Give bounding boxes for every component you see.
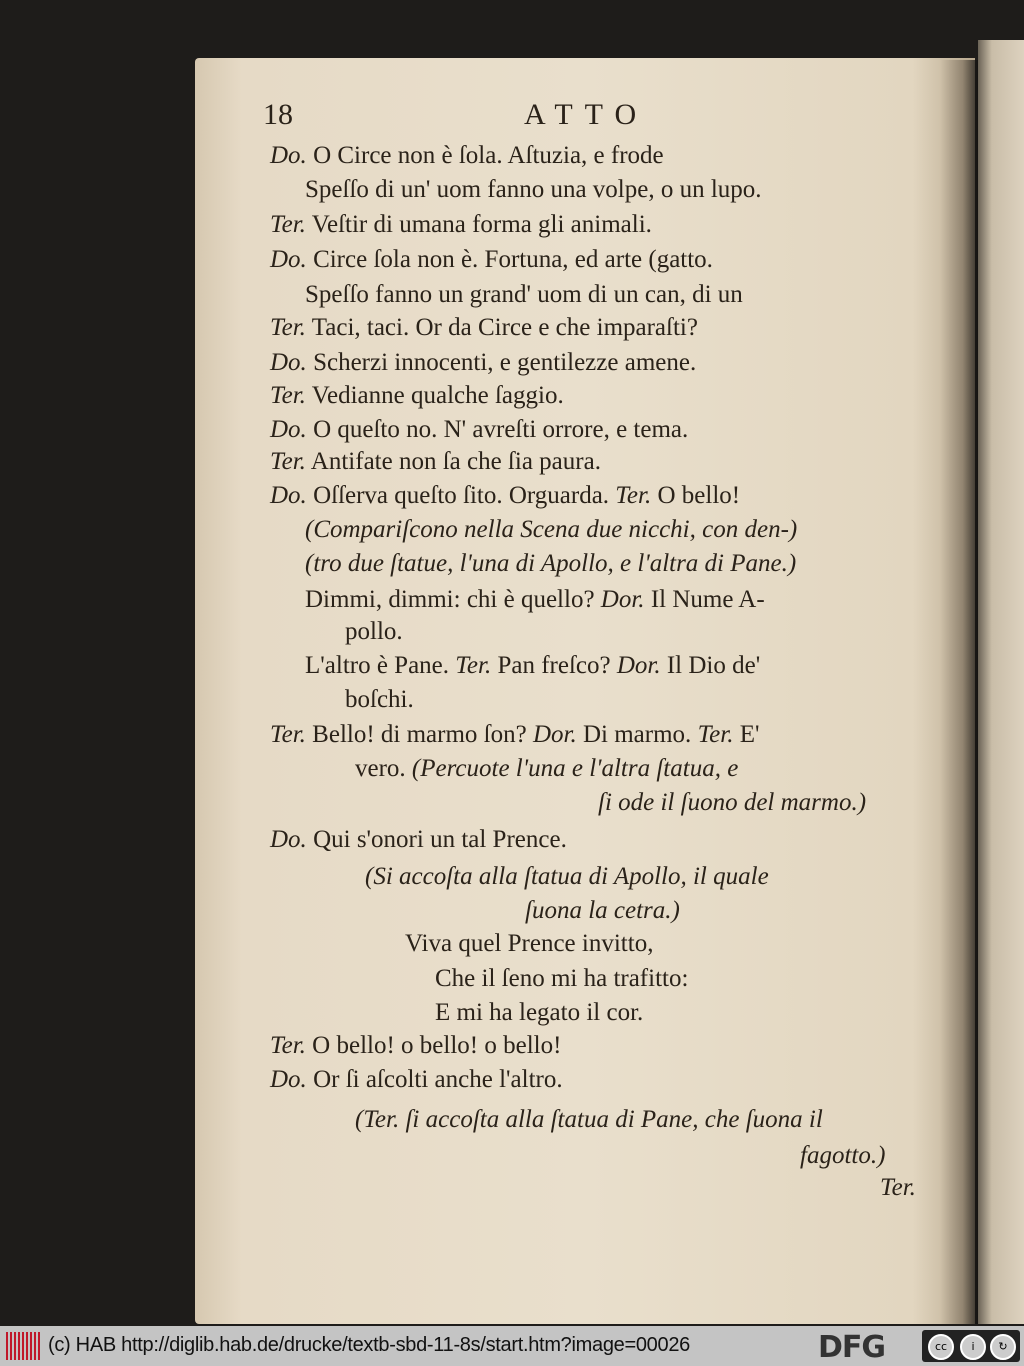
line-text: Taci, taci. Or da Circe e che imparaſti? [305,314,698,341]
line-text: Viva quel Prence invitto, [405,930,654,957]
line-text: Speſſo di un' uom fanno una volpe, o un lupo. [305,176,762,203]
line-text: O queſto no. N' avreſti orrore, e tema. [306,416,689,443]
text-line [345,685,414,715]
line-text: L'altro è Pane. [305,652,456,679]
speaker-label: Ter. [455,652,492,679]
text-line [800,1141,885,1171]
line-text: Il Dio de' [660,652,761,679]
page-gutter-shadow [940,60,978,1324]
speaker-label: Do. [270,826,307,853]
line-text: Or ſi aſcolti anche l'altro. [306,1066,563,1093]
stage-direction: (Compariſcono nella Scena due nicchi, con den-) [305,516,798,543]
speaker-label: Do. [270,416,307,443]
stage-direction: ſuona la cetra.) [525,897,680,924]
hab-logo-icon [6,1332,42,1360]
speaker-label: Ter. [270,314,306,341]
footer-credit-link[interactable]: (c) HAB http://diglib.hab.de/drucke/textb-sbd-11-8s/start.htm?image=00026 [48,1334,690,1356]
facing-page-edge [978,40,1024,1324]
line-text: E mi ha legato il cor. [435,999,644,1026]
footer-bar [0,1326,1024,1366]
cc-license-badge[interactable] [922,1330,1020,1362]
speaker-label: Ter. [270,211,306,238]
text-line [270,348,696,378]
speaker-label: Ter. [270,1032,306,1059]
line-text: Speſſo fanno un grand' uom di un can, di un [305,281,743,308]
speaker-label: Ter. [697,721,734,748]
text-line [355,1105,823,1135]
text-line [305,651,760,681]
text-line [355,754,738,784]
line-text: O bello! o bello! o bello! [305,1032,562,1059]
speaker-label: Ter. [615,482,652,509]
page-number: 18 [263,98,293,131]
text-line [270,825,567,855]
line-text: Veſtir di umana forma gli animali. [305,211,652,238]
line-text: Circe ſola non è. Fortuna, ed arte (gatto. [306,246,713,273]
line-text: O Circe non è ſola. Aſtuzia, e frode [306,142,664,169]
line-text: vero. [355,755,412,782]
speaker-label: Dor. [532,721,577,748]
text-line [270,381,564,411]
text-line [305,175,762,205]
text-line [880,1173,916,1203]
text-line [305,280,743,310]
line-text: Oſſerva queſto ſito. Orguarda. [306,482,616,509]
text-line [270,245,713,275]
text-line [598,788,866,818]
speaker-label: Do. [270,482,307,509]
text-line [405,929,653,959]
stage-direction: ſi ode il ſuono del marmo.) [598,789,867,816]
stage-direction: fagotto.) [800,1142,886,1169]
text-line [270,141,664,171]
text-line [365,862,769,892]
text-line [435,998,643,1028]
line-text: E' [733,721,760,748]
stage-direction: (Percuote l'una e l'altra ſtatua, e [411,755,739,782]
speaker-label: Dor. [600,586,645,613]
speaker-label: Do. [270,142,307,169]
speaker-label: Ter. [270,721,306,748]
text-line [270,313,698,343]
speaker-label: Do. [270,246,307,273]
text-line [270,481,740,511]
text-line [270,210,652,240]
line-text: Qui s'onori un tal Prence. [306,826,567,853]
line-text: Antifate non ſa che ſia paura. [305,448,601,475]
sa-icon: ↻ [990,1334,1016,1360]
stage-direction: (Ter. ſi accoſta alla ſtatua di Pane, che ſuona il [355,1106,823,1133]
running-head: ATTO [524,98,649,131]
speaker-label: Do. [270,1066,307,1093]
stage-direction: (Si accoſta alla ſtatua di Apollo, il quale [365,863,769,890]
by-icon: i [960,1334,986,1360]
text-line [270,720,760,750]
line-text: Di marmo. [576,721,698,748]
speaker-label: Ter. [880,1174,916,1201]
speaker-label: Ter. [270,448,306,475]
line-text: pollo. [345,618,403,645]
text-line [305,515,797,545]
dfg-logo: DFG [818,1330,886,1365]
speaker-label: Do. [270,349,307,376]
line-text: Bello! di marmo ſon? [305,721,533,748]
line-text: Dimmi, dimmi: chi è quello? [305,586,601,613]
line-text: Scherzi innocenti, e gentilezze amene. [306,349,697,376]
text-line [270,1065,563,1095]
text-line [435,964,688,994]
line-text: O bello! [651,482,741,509]
line-text: Che il ſeno mi ha trafitto: [435,965,689,992]
text-line [305,549,796,579]
speaker-label: Ter. [270,382,306,409]
text-line [305,585,765,615]
line-text: boſchi. [345,686,414,713]
text-line [345,617,403,647]
stage-direction: (tro due ſtatue, l'una di Apollo, e l'altra di Pane.) [305,550,797,577]
text-line [270,415,688,445]
line-text: Vedianne qualche ſaggio. [305,382,564,409]
line-text: Il Nume A- [644,586,765,613]
text-line [270,1031,561,1061]
text-line [270,447,601,477]
cc-icon: cc [928,1334,954,1360]
text-line [525,896,680,926]
line-text: Pan freſco? [491,652,617,679]
speaker-label: Dor. [616,652,661,679]
